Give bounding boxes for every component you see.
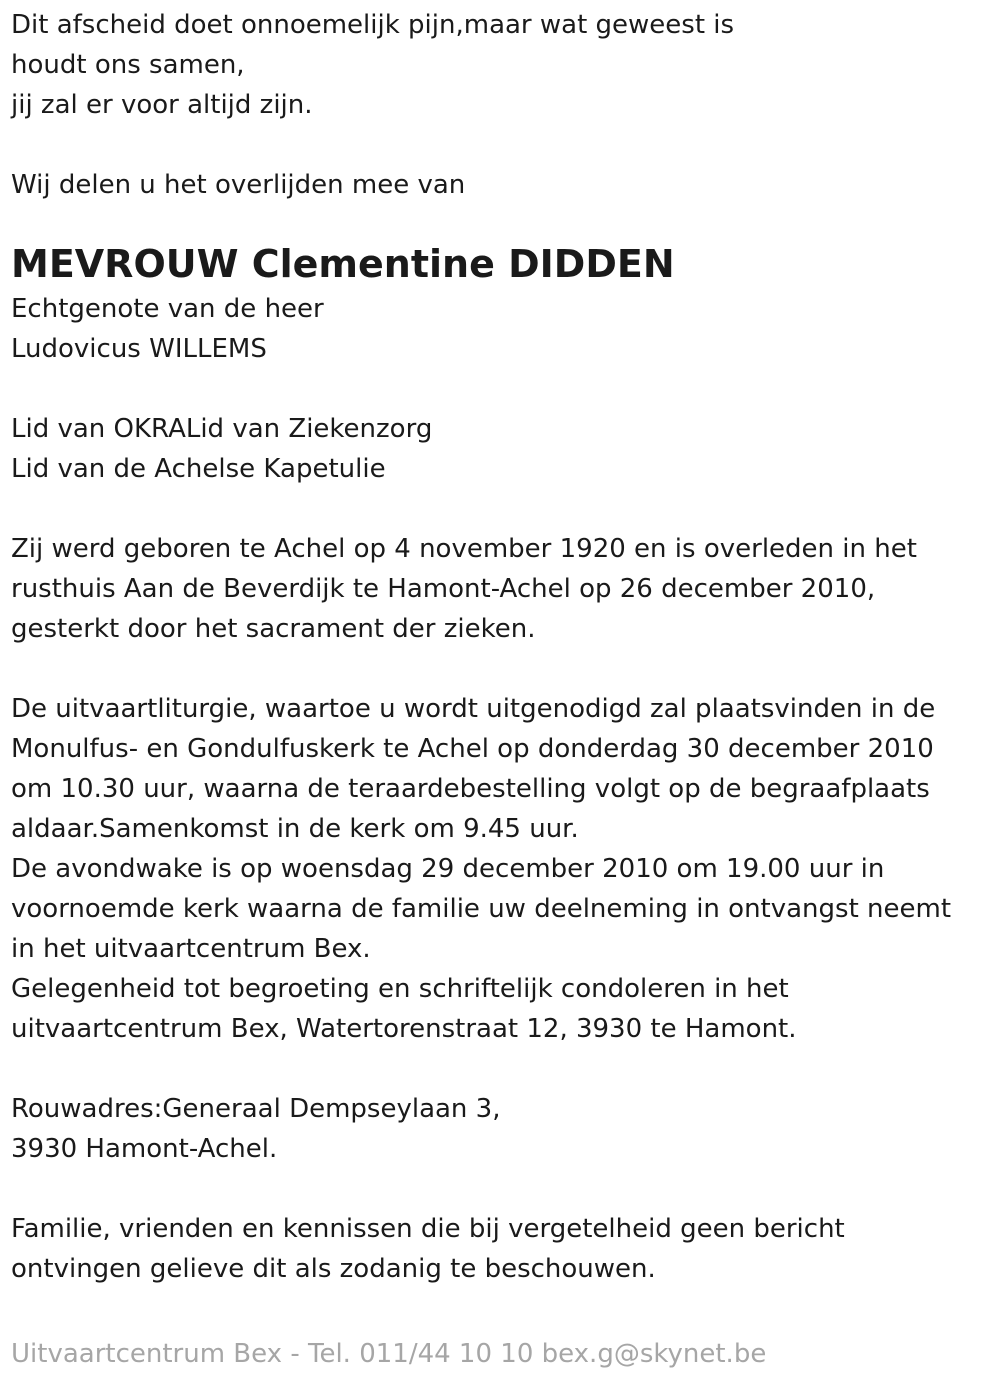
funeral-line: aldaar.Samenkomst in de kerk om 9.45 uur. [11, 814, 579, 844]
spouse-info [11, 289, 991, 369]
closing-note [11, 1209, 991, 1289]
mourning-address [11, 1089, 991, 1169]
birth-death-info [11, 529, 991, 649]
poem-line: jij zal er voor altijd zijn. [11, 90, 313, 120]
funeral-line: in het uitvaartcentrum Bex. [11, 934, 371, 964]
membership-line: Lid van de Achelse Kapetulie [11, 454, 386, 484]
obituary-notice [11, 5, 991, 1289]
birth-death-line: gesterkt door het sacrament der zieken. [11, 614, 536, 644]
closing-line: Familie, vrienden en kennissen die bij vergetelheid geen bericht [11, 1214, 845, 1244]
funeral-line: Monulfus- en Gondulfuskerk te Achel op donderdag 30 december 2010 [11, 734, 934, 764]
poem-line: Dit afscheid doet onnoemelijk pijn,maar wat geweest is [11, 10, 735, 40]
funeral-line: uitvaartcentrum Bex, Watertorenstraat 12, 3930 te Hamont. [11, 1014, 797, 1044]
funeral-line: voornoemde kerk waarna de familie uw deelneming in ontvangst neemt [11, 894, 952, 924]
memberships [11, 409, 991, 489]
poem-line: houdt ons samen, [11, 50, 245, 80]
funeral-line: De avondwake is op woensdag 29 december 2010 om 19.00 uur in [11, 854, 885, 884]
address-line: 3930 Hamont-Achel. [11, 1134, 278, 1164]
closing-line: ontvingen gelieve dit als zodanig te beschouwen. [11, 1254, 656, 1284]
birth-death-line: rusthuis Aan de Beverdijk te Hamont-Achel op 26 december 2010, [11, 574, 876, 604]
spouse-line: Echtgenote van de heer [11, 294, 324, 324]
deceased-name: MEVROUW Clementine DIDDEN [11, 242, 675, 286]
spouse-line: Ludovicus WILLEMS [11, 334, 267, 364]
funeral-line: De uitvaartliturgie, waartoe u wordt uitgenodigd zal plaatsvinden in de [11, 694, 936, 724]
funeral-home-contact: Uitvaartcentrum Bex - Tel. 011/44 10 10 bex.g@skynet.be [11, 1339, 767, 1369]
birth-death-line: Zij werd geboren te Achel op 4 november 1920 en is overleden in het [11, 534, 917, 564]
funeral-line: om 10.30 uur, waarna de teraardebestelling volgt op de begraafplaats [11, 774, 930, 804]
funeral-info [11, 689, 991, 1049]
address-line: Rouwadres:Generaal Dempseylaan 3, [11, 1094, 501, 1124]
intro-text: Wij delen u het overlijden mee van [11, 170, 466, 200]
membership-line: Lid van OKRALid van Ziekenzorg [11, 414, 433, 444]
poem [11, 5, 991, 125]
funeral-line: Gelegenheid tot begroeting en schriftelijk condoleren in het [11, 974, 789, 1004]
